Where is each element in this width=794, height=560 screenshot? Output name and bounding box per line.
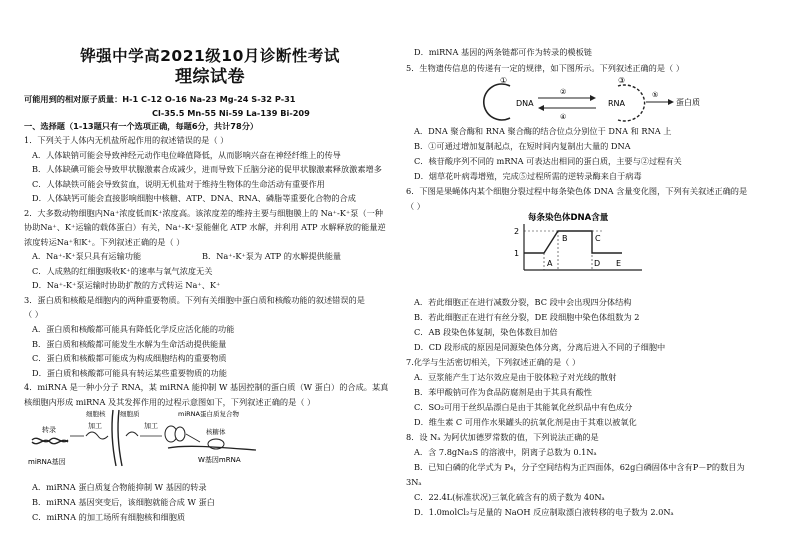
graph-point-d: D bbox=[594, 259, 601, 268]
fig-num-5: ⑤ bbox=[652, 91, 659, 99]
q7-option-b: B．苯甲酸钠可作为食品防腐剂是由于其具有酸性 bbox=[414, 387, 592, 397]
q3-option-b: B．蛋白质和核酸都可能发生水解为生命活动提供能量 bbox=[32, 339, 227, 349]
q8-stem: 8．设 Nₐ 为阿伏加德罗常数的值，下列说法正确的是 bbox=[406, 432, 599, 442]
q2-option-c: C．人成熟的红细胞吸收K⁺的速率与氧气浓度无关 bbox=[32, 266, 213, 276]
fig-num-4: ④ bbox=[560, 113, 567, 121]
fig-rna: RNA bbox=[608, 99, 626, 108]
q5-stem: 5．生物遗传信息的传递有一定的规律，如下图所示。下列叙述正确的是（ ） bbox=[406, 63, 685, 73]
fig-label-cytoplasm: 细胞质 bbox=[120, 410, 140, 418]
q4-mirna-figure bbox=[28, 406, 260, 470]
fig-num-1: ① bbox=[500, 76, 508, 85]
q7-option-a: A．豆浆能产生丁达尔效应是由于胶体粒子对光线的散射 bbox=[414, 372, 617, 382]
graph-title: 每条染色体DNA含量 bbox=[528, 213, 609, 223]
graph-y-tick-1: 1 bbox=[514, 249, 520, 258]
q1-option-d: D．人体缺钙可能会直接影响细胞中核糖、ATP、DNA、RNA、磷脂等重要化合物的合成 bbox=[32, 193, 356, 203]
exam-title: 铧强中学高2021级10月诊断性考试 bbox=[80, 47, 340, 65]
q5-central-dogma-figure bbox=[478, 74, 708, 124]
fig-label-mirna-gene: miRNA基因 bbox=[28, 458, 66, 466]
q6-option-d: D．CD 段形成的原因是同源染色体分离，分离后进入不同的子细胞中 bbox=[414, 342, 666, 352]
fig-num-3: ③ bbox=[618, 76, 626, 85]
q8-option-a: A．含 7.8gNa₂S 的溶液中，阴离子总数为 0.1Nₐ bbox=[414, 447, 597, 457]
q6-option-b: B．若此细胞正在进行有丝分裂，DE 段细胞中染色体组数为 2 bbox=[414, 312, 640, 322]
q1-option-a: A．人体缺钠可能会导致神经元动作电位峰值降低，从而影响兴奋在神经纤维上的传导 bbox=[32, 150, 341, 160]
fig-label-transcribe: 转录 bbox=[42, 426, 56, 434]
graph-point-c: C bbox=[595, 234, 601, 243]
graph-point-e: E bbox=[616, 259, 622, 268]
q6-stem-line2: （ ） bbox=[406, 201, 425, 211]
q5-option-c: C．核苷酸序列不同的 mRNA 可表达出相同的蛋白质，主要与②过程有关 bbox=[414, 156, 682, 166]
fig-label-nucleus: 细胞核 bbox=[86, 410, 106, 418]
q4-option-c: C．miRNA 的加工场所有细胞核和细胞质 bbox=[32, 512, 186, 522]
q6-dna-content-graph bbox=[510, 208, 650, 278]
atomic-masses-line1: 可能用到的相对原子质量：H-1 C-12 O-16 Na-23 Mg-24 S-32 P-31 bbox=[24, 94, 296, 104]
nuclear-membrane-outer bbox=[118, 410, 122, 466]
q2-stem-line3: 浓度转运Na⁺和K⁺。下列叙述正确的是（ ） bbox=[24, 237, 185, 247]
arrowhead-reverse bbox=[538, 105, 544, 111]
replication-arc bbox=[484, 84, 510, 120]
q7-stem: 7.化学与生活密切相关，下列叙述正确的是（ ） bbox=[406, 357, 581, 367]
q3-stem-line2: （ ） bbox=[24, 309, 43, 319]
graph-point-a: A bbox=[547, 259, 553, 268]
q3-option-a: A．蛋白质和核酸都可能具有降低化学反应活化能的功能 bbox=[32, 324, 235, 334]
complex-shape-2 bbox=[175, 427, 185, 441]
q2-option-b: B．Na⁺-K⁺泵为 ATP 的水解提供能量 bbox=[202, 251, 342, 261]
graph-y-tick-2: 2 bbox=[514, 227, 520, 236]
q2-option-a: A．Na⁺-K⁺泵只具有运输功能 bbox=[32, 251, 142, 261]
graph-point-b: B bbox=[562, 234, 568, 243]
q3-stem-line1: 3．蛋白质和核酸是细胞内的两种重要物质。下列有关细胞中蛋白质和核酸功能的叙述错误的是 bbox=[24, 295, 365, 305]
fig-label-process-1: 加工 bbox=[88, 422, 102, 430]
q5-option-d: D．烟草花叶病毒增殖，完成⑤过程所需的逆转录酶来自于病毒 bbox=[414, 171, 642, 181]
q4-stem-line2: 核细胞内形成 miRNA 及其发挥作用的过程示意图如下，下列叙述正确的是（ ） bbox=[24, 397, 316, 407]
fig-label-complex: miRNA蛋白质复合物 bbox=[178, 410, 239, 418]
q8-option-b-line1: B．已知白磷的化学式为 P₄，分子空间结构为正四面体，62g白磷固体中含有P－P的数目为 bbox=[414, 462, 745, 472]
q3-option-d: D．蛋白质和核酸都可能具有转运某些重要物质的功能 bbox=[32, 368, 227, 378]
q5-option-b: B．①可通过增加复制起点，在短时间内复制出大量的 DNA bbox=[414, 141, 631, 151]
arrowhead-translation bbox=[668, 99, 674, 105]
q5-option-a: A．DNA 聚合酶和 RNA 聚合酶的结合位点分别位于 DNA 和 RNA 上 bbox=[414, 126, 672, 136]
q4-option-a: A．miRNA 蛋白质复合物能抑制 W 基因的转录 bbox=[32, 482, 207, 492]
fig-label-process-2: 加工 bbox=[144, 422, 158, 430]
exam-subtitle: 理综试卷 bbox=[175, 67, 245, 87]
q8-option-c: C．22.4L(标准状况)三氧化硫含有的质子数为 40Nₐ bbox=[414, 492, 605, 502]
q1-option-b: B．人体缺碘可能会导致甲状腺激素合成减少，进而导致下丘脑分泌的促甲状腺激素释放激素增多 bbox=[32, 164, 382, 174]
q2-option-d: D．Na⁺-K⁺泵运输时协助扩散的方式转运 Na⁺、K⁺ bbox=[32, 280, 221, 290]
q2-stem-line2: 协助Na⁺、K⁺运输的载体蛋白）有关，Na⁺-K⁺泵能催化 ATP 水解，并利用 ATP 水解释放的能量逆 bbox=[24, 222, 386, 232]
q6-option-c: C．AB 段染色体复制，染色体数目加倍 bbox=[414, 327, 558, 337]
q8-option-b-line2: 3Nₐ bbox=[406, 477, 422, 487]
fig-protein: 蛋白质 bbox=[676, 98, 700, 107]
fig-label-w-mrna: W基因mRNA bbox=[198, 456, 241, 464]
pre-mirna-hairpin bbox=[126, 432, 138, 436]
fig-dna: DNA bbox=[516, 99, 534, 108]
arrow-to-ribosome bbox=[186, 434, 200, 442]
q2-stem-line1: 2．大多数动物细胞内Na⁺浓度低而K⁺浓度高。该浓度差的维持主要与细胞膜上的 Na⁺-K⁺泵（一种 bbox=[24, 208, 383, 218]
q6-stem-line1: 6．下图是果蝇体内某个细胞分裂过程中每条染色体 DNA 含量变化图，下列有关叙述正确的是 bbox=[406, 186, 748, 196]
section-heading: 一、选择题（1-13题只有一个选项正确，每题6分，共计78分） bbox=[24, 121, 259, 131]
atomic-masses-line2: Cl-35.5 Mn-55 Ni-59 La-139 Bi-209 bbox=[152, 108, 310, 118]
q3-option-c: C．蛋白质和核酸都可能成为构成细胞结构的重要物质 bbox=[32, 353, 227, 363]
q7-option-d: D．维生素 C 可用作水果罐头的抗氧化剂是由于其难以被氧化 bbox=[414, 417, 637, 427]
pri-mirna-hairpin bbox=[86, 432, 108, 439]
q6-option-a: A．若此细胞正在进行减数分裂，BC 段中会出现四分体结构 bbox=[414, 297, 632, 307]
q4-option-b: B．miRNA 基因突变后，该细胞就能合成 W 蛋白 bbox=[32, 497, 215, 507]
q1-option-c: C．人体缺铁可能会导致贫血，说明无机盐对于维持生物体的生命活动有重要作用 bbox=[32, 179, 325, 189]
fig-label-ribosome: 核糖体 bbox=[206, 428, 226, 436]
fig-num-2: ② bbox=[560, 88, 567, 96]
nuclear-membrane bbox=[112, 410, 116, 466]
q1-stem: 1．下列关于人体内无机盐所起作用的叙述错误的是（ ） bbox=[24, 135, 229, 145]
q4-option-d: D．miRNA 基因的两条链都可作为转录的模板链 bbox=[414, 47, 592, 57]
q8-option-d: D．1.0molCl₂与足量的 NaOH 反应制取漂白液转移的电子数为 2.0Nₐ bbox=[414, 507, 674, 517]
graph-dna-curve bbox=[524, 231, 622, 253]
arrowhead-transcription bbox=[590, 95, 596, 101]
q7-option-c: C．SO₂可用于丝织品漂白是由于其能氧化丝织品中有色成分 bbox=[414, 402, 633, 412]
q4-stem-line1: 4．miRNA 是一种小分子 RNA，某 miRNA 能抑制 W 基因控制的蛋白质（W 蛋白）的合成。某真 bbox=[24, 382, 389, 392]
